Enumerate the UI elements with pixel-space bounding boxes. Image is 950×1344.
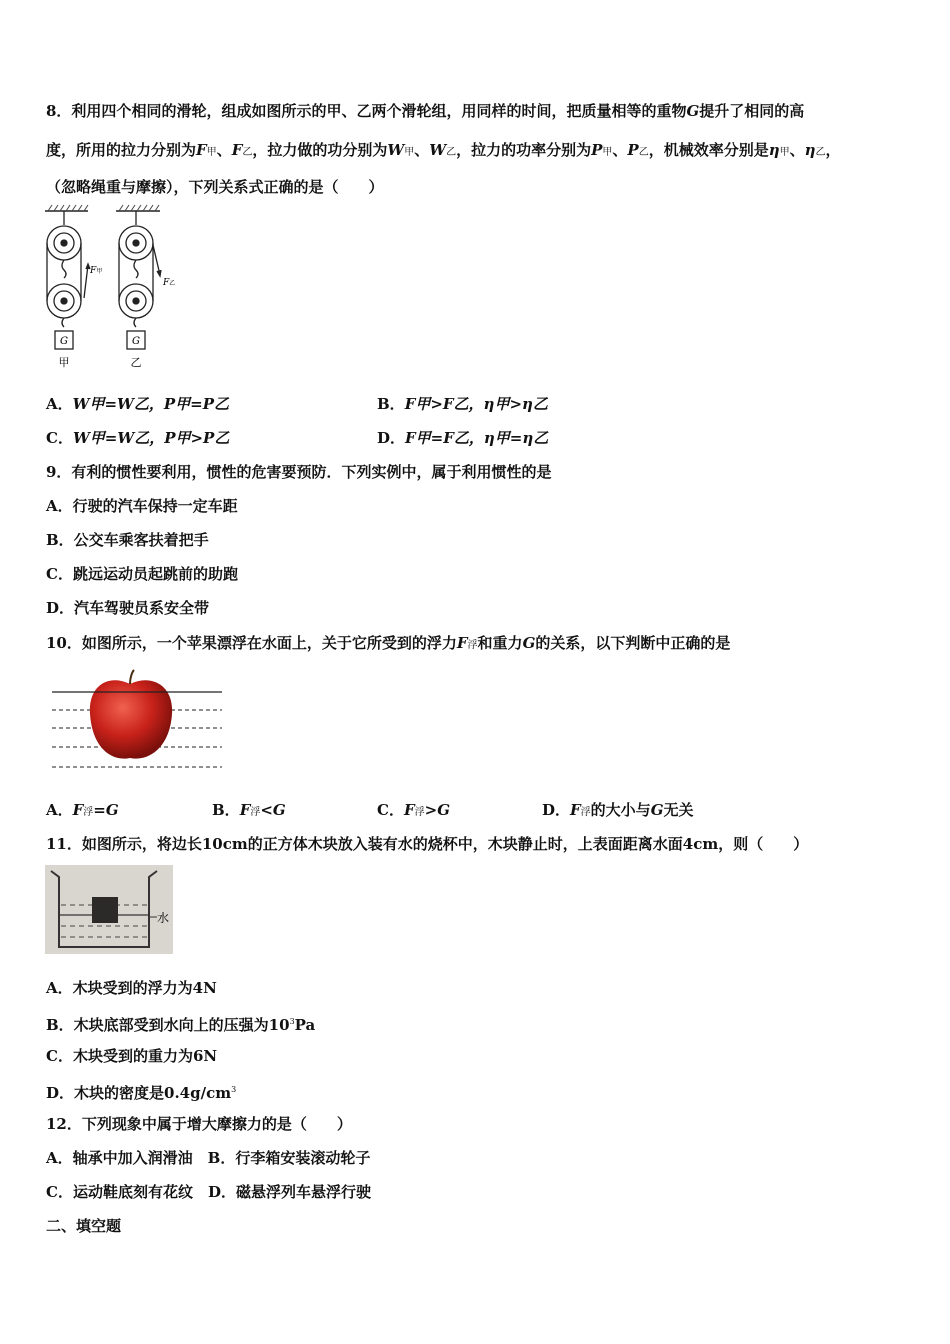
wood-block (92, 897, 118, 923)
pulley-yi-force: F乙 (163, 278, 176, 288)
q10-stem: 10．如图所示，一个苹果漂浮在水面上，关于它所受到的浮力F浮和重力G的关系，以下判断中正确的是 (46, 634, 731, 652)
q8-option-a[interactable]: A．W甲=W乙，P甲=P乙 (46, 395, 230, 413)
pulley-jia (47, 211, 90, 349)
q11-option-d[interactable]: D．木块的密度是$0.4g/cm^3$ (46, 1084, 237, 1102)
q8-option-b[interactable]: B．F甲>F乙，η甲>η乙 (377, 395, 548, 413)
q10-option-b[interactable]: B．F浮<G (212, 801, 286, 819)
beaker-figure (45, 865, 173, 954)
q12-stem: 12．下列现象中属于增大摩擦力的是（ ） (46, 1115, 352, 1133)
pulley-yi (119, 211, 161, 349)
q11-stem: 11．如图所示，将边长10cm的正方体木块放入装有水的烧杯中，木块静止时，上表面距离水面4cm，则（ ） (46, 835, 809, 853)
q8-line1: 8．利用四个相同的滑轮，组成如图所示的甲、乙两个滑轮组，用同样的时间，把质量相等的重物G提升了相同的高 (46, 102, 805, 120)
pulley-jia-force: F甲 (90, 266, 103, 276)
pulley-jia-weight: G (60, 336, 68, 347)
q9-option-a[interactable]: A．行驶的汽车保持一定车距 (46, 497, 238, 515)
q10-option-a[interactable]: A．F浮=G (46, 801, 119, 819)
pulley-figure (40, 203, 190, 373)
q8-option-d[interactable]: D．F甲=F乙，η甲=η乙 (377, 429, 549, 447)
q8-line3: （忽略绳重与摩擦），下列关系式正确的是（ ） (46, 178, 384, 196)
q11-option-a[interactable]: A．木块受到的浮力为4N (46, 979, 217, 997)
q9-option-d[interactable]: D．汽车驾驶员系安全带 (46, 599, 210, 617)
pulley-yi-weight: G (132, 336, 140, 347)
q10-option-d[interactable]: D．F浮的大小与G无关 (542, 801, 694, 819)
apple-figure (50, 668, 226, 774)
q12-options-ab[interactable]: A．轴承中加入润滑油 B．行李箱安装滚动轮子 (46, 1149, 371, 1167)
q9-stem: 9．有利的惯性要利用，惯性的危害要预防．下列实例中，属于利用惯性的是 (46, 463, 552, 481)
label-jia: 甲 (58, 356, 70, 369)
water-label: 水 (157, 911, 170, 925)
label-yi: 乙 (130, 356, 142, 369)
q11-option-c[interactable]: C．木块受到的重力为6N (46, 1047, 218, 1065)
q9-option-c[interactable]: C．跳远运动员起跳前的助跑 (46, 565, 238, 583)
q10-option-c[interactable]: C．F浮>G (377, 801, 450, 819)
q8-line2: 度，所用的拉力分别为F甲、F乙，拉力做的功分别为W甲、W乙，拉力的功率分别为P甲、P乙，机械效率分别是η甲、η乙， (46, 141, 841, 159)
q8-option-c[interactable]: C．W甲=W乙，P甲>P乙 (46, 429, 230, 447)
q9-option-b[interactable]: B．公交车乘客扶着把手 (46, 531, 209, 549)
q12-options-cd[interactable]: C．运动鞋底刻有花纹 D．磁悬浮列车悬浮行驶 (46, 1183, 371, 1201)
q11-option-b[interactable]: B．木块底部受到水向上的压强为$10^3Pa$ (46, 1016, 316, 1034)
section-heading: 二、填空题 (46, 1217, 122, 1235)
